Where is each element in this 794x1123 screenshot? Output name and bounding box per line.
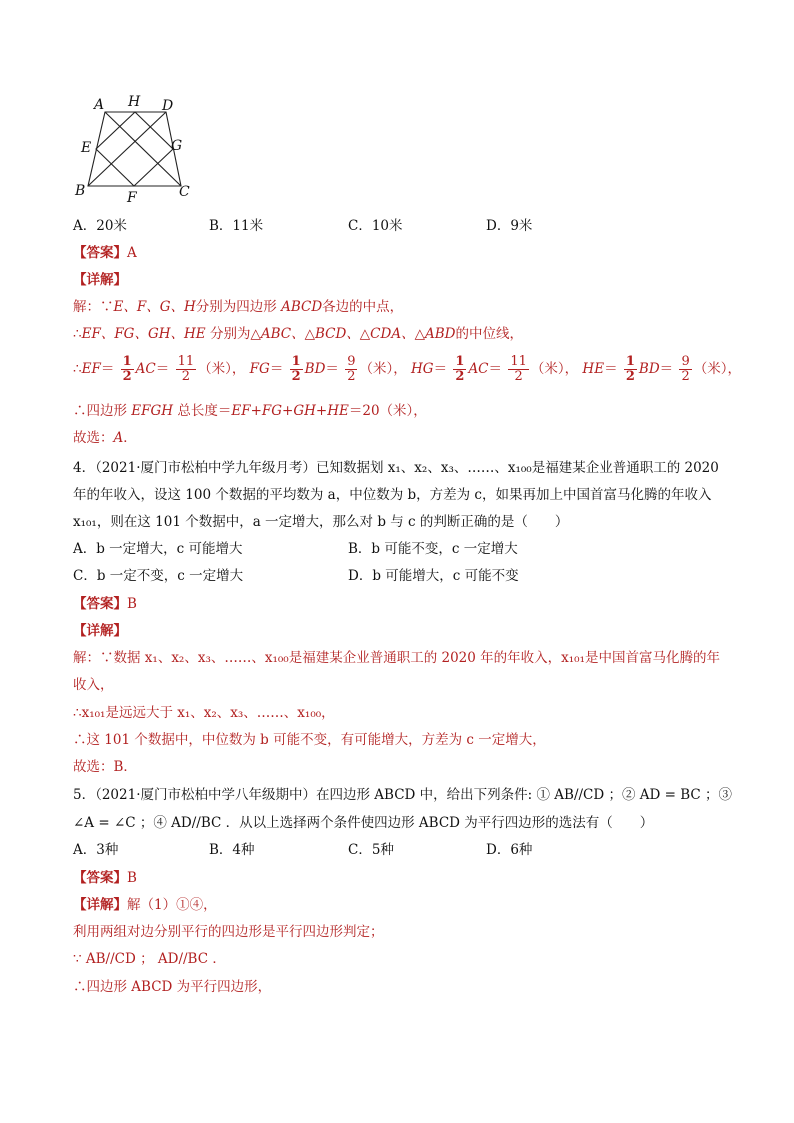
quad-abcd — [88, 112, 181, 186]
fraction — [121, 355, 134, 384]
text: FG — [249, 361, 270, 377]
text: 11 — [177, 354, 195, 369]
text: ＝20（米）， — [348, 403, 427, 419]
q4-option-b: B．b 可能不变，c 一定增大 — [348, 541, 518, 557]
q4-answer-value: B — [127, 596, 137, 612]
text: AC — [135, 361, 156, 377]
text: 1 — [122, 354, 132, 369]
q3-choose — [73, 428, 137, 448]
label-c: C — [179, 184, 190, 200]
text: 1 — [291, 354, 301, 369]
text: 9 — [347, 354, 356, 369]
q5-detail-2: ∵ AB//CD ； AD//BC ． — [73, 951, 226, 967]
text: （米）， — [198, 361, 246, 377]
text: 1 — [455, 354, 465, 369]
q5-answer-value: B — [127, 870, 137, 886]
text: 2 — [625, 369, 635, 384]
fraction — [453, 355, 466, 384]
fraction — [176, 355, 197, 384]
text: HE — [582, 361, 605, 377]
q5-option-a: A．3种 — [73, 842, 119, 858]
q3-option-d: D．9米 — [486, 218, 533, 234]
text: （米）， — [693, 361, 741, 377]
q3-option-c: C．10米 — [348, 218, 403, 234]
text: 1 — [625, 354, 635, 369]
text: 2 — [122, 369, 132, 384]
diagonal-bd — [88, 112, 166, 186]
trapezoid-figure — [70, 94, 200, 204]
label-g: G — [171, 138, 183, 154]
text: 分别为 — [209, 326, 251, 342]
text: ＝ — [325, 361, 339, 377]
text: 2 — [181, 369, 190, 384]
text: 9 — [681, 354, 690, 369]
fraction — [679, 355, 691, 384]
text: △ABC、△BCD、△CDA、△ABD — [250, 326, 456, 342]
label-d: D — [162, 98, 174, 114]
detail-tag: 【详解】 — [73, 897, 127, 913]
text: BD — [638, 361, 660, 377]
answer-tag: 【答案】 — [73, 596, 127, 612]
text: 2 — [455, 369, 465, 384]
fraction — [345, 355, 357, 384]
text: ＝ — [604, 361, 618, 377]
q4-answer — [73, 594, 137, 614]
text: ∴ — [73, 326, 82, 342]
text: 故选： — [73, 430, 114, 446]
q3-detail-line-4 — [73, 401, 427, 421]
q4-choose: 故选：B． — [73, 759, 137, 775]
text: E、F、G、H — [113, 299, 196, 315]
text: 2 — [681, 369, 690, 384]
q5-detail-rest: 解（1）①④， — [127, 897, 217, 913]
q5-answer — [73, 868, 137, 888]
text: ． — [123, 430, 137, 446]
q5-stem-2: ∠A = ∠C ；④ AD//BC ．从以上选择两个条件使四边形 ABCD 为平行四边形的选法有（ ） — [73, 815, 654, 831]
text: AC — [468, 361, 489, 377]
text: ＝ — [155, 361, 170, 377]
label-h: H — [128, 94, 141, 110]
text: 总长度＝ — [177, 403, 232, 419]
q5-detail-3: ∴四边形 ABCD 为平行四边形， — [73, 979, 272, 995]
q4-option-a: A．b 一定增大，c 可能增大 — [73, 541, 243, 557]
text: 2 — [291, 369, 301, 384]
text: EFGH — [131, 403, 174, 419]
fraction — [624, 355, 637, 384]
answer-tag: 【答案】 — [73, 870, 127, 886]
q4-stem-2: 年的年收入，设这 100 个数据的平均数为 a，中位数为 b，方差为 c，如果再加上中国首富马化腾的年收入 — [73, 487, 712, 503]
q4-detail-1: 解：∵数据 x₁、x₂、x₃、……、x₁₀₀是福建某企业普通职工的 2020 年的年收入，x₁₀₁是中国首富马化腾的年 — [73, 650, 721, 666]
label-b: B — [75, 183, 86, 199]
q5-option-b: B．4种 — [209, 842, 255, 858]
label-f: F — [127, 190, 137, 206]
diagonal-ac — [105, 112, 181, 186]
q4-option-c: C．b 一定不变，c 一定增大 — [73, 568, 244, 584]
q5-option-d: D．6种 — [486, 842, 533, 858]
q5-stem-1: 5．（2021·厦门市松柏中学八年级期中）在四边形 ABCD 中，给出下列条件: ① AB//CD ；② AD = BC ；③ — [73, 787, 733, 803]
text: （米）， — [530, 361, 579, 377]
q4-stem-1: 4．（2021·厦门市松柏中学九年级月考）已知数据划 x₁、x₂、x₃、……、x₁₀₀是福建某企业普通职工的 2020 — [73, 460, 719, 476]
text: 2 — [347, 369, 356, 384]
q4-detail-2: 收入， — [73, 677, 114, 693]
text: 2 — [514, 369, 523, 384]
detail-tag: 【详解】 — [73, 272, 127, 288]
q4-detail-tag — [73, 621, 127, 641]
text: ＝ — [269, 361, 284, 377]
answer-tag: 【答案】 — [73, 245, 127, 261]
text: BD — [304, 361, 326, 377]
text: 解：∵ — [73, 299, 114, 315]
q4-stem-3: x₁₀₁，则在这 101 个数据中，a 一定增大，那么对 b 与 c 的判断正确的是（ ） — [73, 514, 569, 530]
text: ＝ — [100, 361, 115, 377]
q3-detail-line-2 — [73, 324, 523, 344]
text: （米）， — [359, 361, 407, 377]
quad-efgh — [96, 112, 173, 186]
text: 的中位线， — [455, 326, 523, 342]
detail-tag: 【详解】 — [73, 623, 127, 639]
q5-detail-line — [73, 895, 217, 915]
q4-detail-3: ∴x₁₀₁是远远大于 x₁、x₂、x₃、……、x₁₀₀， — [73, 705, 335, 721]
q3-option-a: A．20米 — [73, 218, 127, 234]
q4-detail-4: ∴这 101 个数据中，中位数为 b 可能不变，有可能增大，方差为 c 一定增大， — [73, 732, 546, 748]
label-e: E — [81, 140, 92, 156]
label-a: A — [94, 97, 105, 113]
text: 分别为四边形 — [195, 299, 277, 315]
q5-option-c: C．5种 — [348, 842, 394, 858]
text: ＝ — [433, 361, 448, 377]
q3-detail-line-3 — [73, 352, 741, 386]
text: EF+FG+GH+HE — [231, 403, 349, 419]
q4-option-d: D．b 可能增大，c 可能不变 — [348, 568, 519, 584]
text: ABCD — [281, 299, 323, 315]
text: 各边的中点， — [322, 299, 404, 315]
text: ＝ — [488, 361, 503, 377]
q3-answer-value: A — [127, 245, 137, 261]
q3-option-b: B．11米 — [209, 218, 264, 234]
q3-answer — [73, 243, 137, 263]
text: ∴四边形 — [73, 403, 127, 419]
text: ＝ — [659, 361, 674, 377]
text: EF、FG、GH、HE — [81, 326, 206, 342]
q3-detail-line-1 — [73, 297, 403, 317]
q3-detail-tag — [73, 270, 127, 290]
text: 11 — [510, 354, 527, 369]
fraction — [290, 355, 303, 384]
text: HG — [411, 361, 434, 377]
text: ∴ — [73, 361, 82, 377]
q5-detail-1: 利用两组对边分别平行的四边形是平行四边形判定； — [73, 924, 384, 940]
text: A — [113, 430, 124, 446]
text: EF — [81, 361, 101, 377]
fraction — [508, 355, 529, 384]
